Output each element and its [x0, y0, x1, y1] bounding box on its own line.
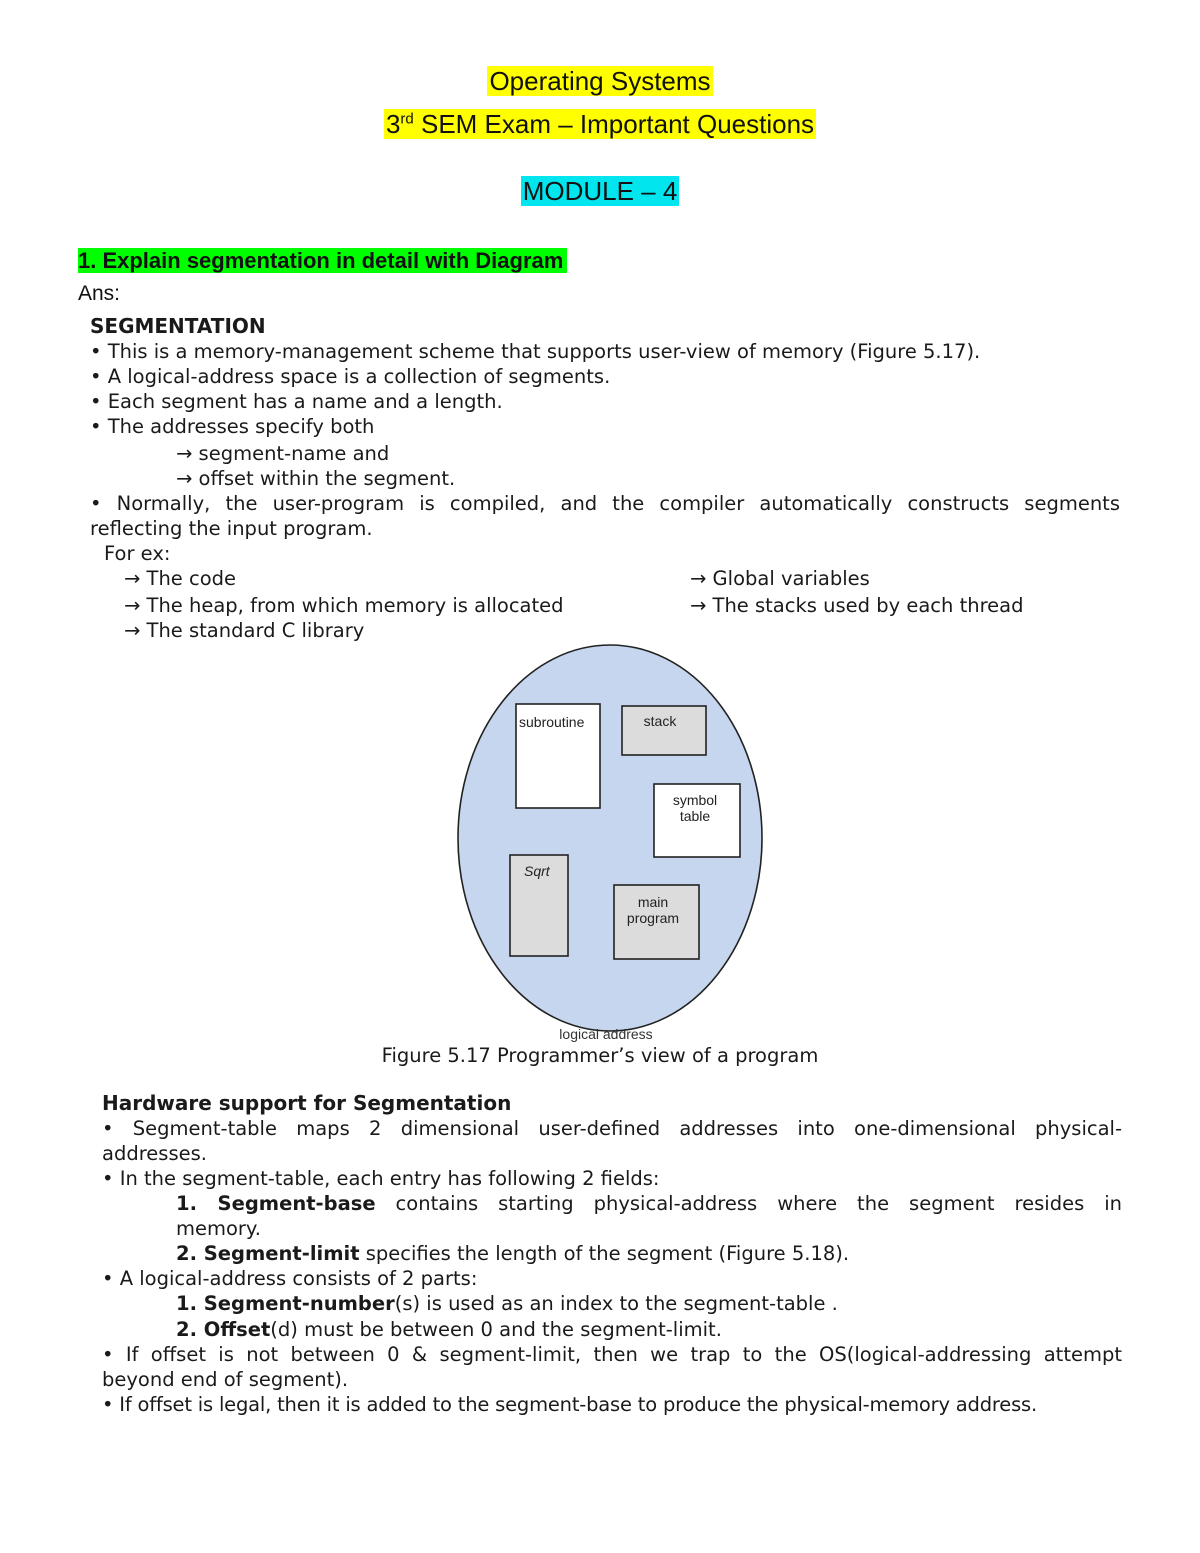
hardware-heading: Hardware support for Segmentation: [102, 1091, 512, 1115]
hw-field-2-name: 2. Segment-limit: [176, 1242, 360, 1265]
hw-p5: • If offset is legal, then it is added to the segment-base to produce the physical-memory address.: [102, 1393, 1037, 1416]
for-ex-label: For ex:: [104, 542, 171, 565]
hw-part-1-desc: (s) is used as an index to the segment-table .: [394, 1292, 838, 1315]
hw-p4-line-2: beyond end of segment).: [102, 1368, 349, 1391]
seg-sub-item-2: → offset within the segment.: [176, 467, 456, 490]
seg-normally-line-1: • Normally, the user-program is compiled, and the compiler automatically constructs segments: [90, 492, 1120, 515]
seg-sub-item-1: → segment-name and: [176, 442, 390, 465]
segment-subroutine-label: subroutine: [519, 714, 585, 730]
hw-p1-line-1: • Segment-table maps 2 dimensional user-defined addresses into one-dimensional physical-: [102, 1117, 1122, 1140]
segment-symbol-label-1: symbol: [672, 792, 718, 808]
example-global-variables: → Global variables: [690, 567, 870, 590]
hw-part-1: [176, 1291, 838, 1316]
segment-symbol-label-2: table: [679, 808, 711, 824]
subtitle-rest: SEM Exam – Important Questions: [413, 108, 815, 139]
example-stacks: → The stacks used by each thread: [690, 594, 1024, 617]
figure-caption: Figure 5.17 Programmer’s view of a program: [381, 1044, 819, 1067]
hw-field-2-desc: specifies the length of the segment (Figure 5.18).: [359, 1242, 850, 1265]
example-c-library: → The standard C library: [124, 619, 365, 642]
seg-bullet-1: • This is a memory-management scheme that supports user-view of memory (Figure 5.17).: [90, 340, 981, 363]
subtitle-sup: rd: [400, 110, 414, 127]
seg-bullet-4: • The addresses specify both: [90, 415, 375, 438]
hw-field-1-desc: contains starting physical-address where the segment resides in: [375, 1192, 1123, 1215]
hw-p1-line-2: addresses.: [102, 1142, 207, 1165]
hw-p2: • In the segment-table, each entry has following 2 fields:: [102, 1167, 660, 1190]
segment-main-label-2: program: [626, 910, 680, 926]
example-heap: → The heap, from which memory is allocated: [124, 594, 564, 617]
hw-part-1-name: 1. Segment-number: [176, 1292, 395, 1315]
hw-part-2-name: 2. Offset: [176, 1318, 271, 1341]
seg-bullet-3: • Each segment has a name and a length.: [90, 390, 503, 413]
hw-field-1-line-1: [176, 1191, 1122, 1216]
doc-title-text: Operating Systems: [489, 66, 711, 96]
hw-field-1-line-2: memory.: [176, 1217, 261, 1240]
segment-stack-label: stack: [643, 713, 677, 729]
hw-p4-line-1: • If offset is not between 0 & segment-limit, then we trap to the OS(logical-addressing attempt: [102, 1343, 1122, 1366]
logical-address-label: logical address: [559, 1026, 653, 1042]
hw-part-2-desc: (d) must be between 0 and the segment-limit.: [270, 1318, 722, 1341]
seg-bullet-2: • A logical-address space is a collection of segments.: [90, 365, 611, 388]
example-code: → The code: [124, 567, 237, 590]
module-heading-text: MODULE – 4: [522, 176, 678, 206]
hw-part-2: [176, 1317, 722, 1342]
hw-field-2: [176, 1241, 849, 1266]
segmentation-heading: SEGMENTATION: [90, 314, 266, 338]
hw-p3: • A logical-address consists of 2 parts:: [102, 1267, 478, 1290]
ans-label: Ans:: [78, 282, 121, 305]
question-text: 1. Explain segmentation in detail with Diagram: [78, 248, 567, 273]
seg-normally-line-2: reflecting the input program.: [90, 517, 373, 540]
hw-field-1-name: 1. Segment-base: [176, 1192, 376, 1215]
segment-main-label-1: main: [637, 894, 669, 910]
segment-sqrt-label: Sqrt: [524, 863, 550, 879]
subtitle-number: 3: [385, 108, 401, 139]
